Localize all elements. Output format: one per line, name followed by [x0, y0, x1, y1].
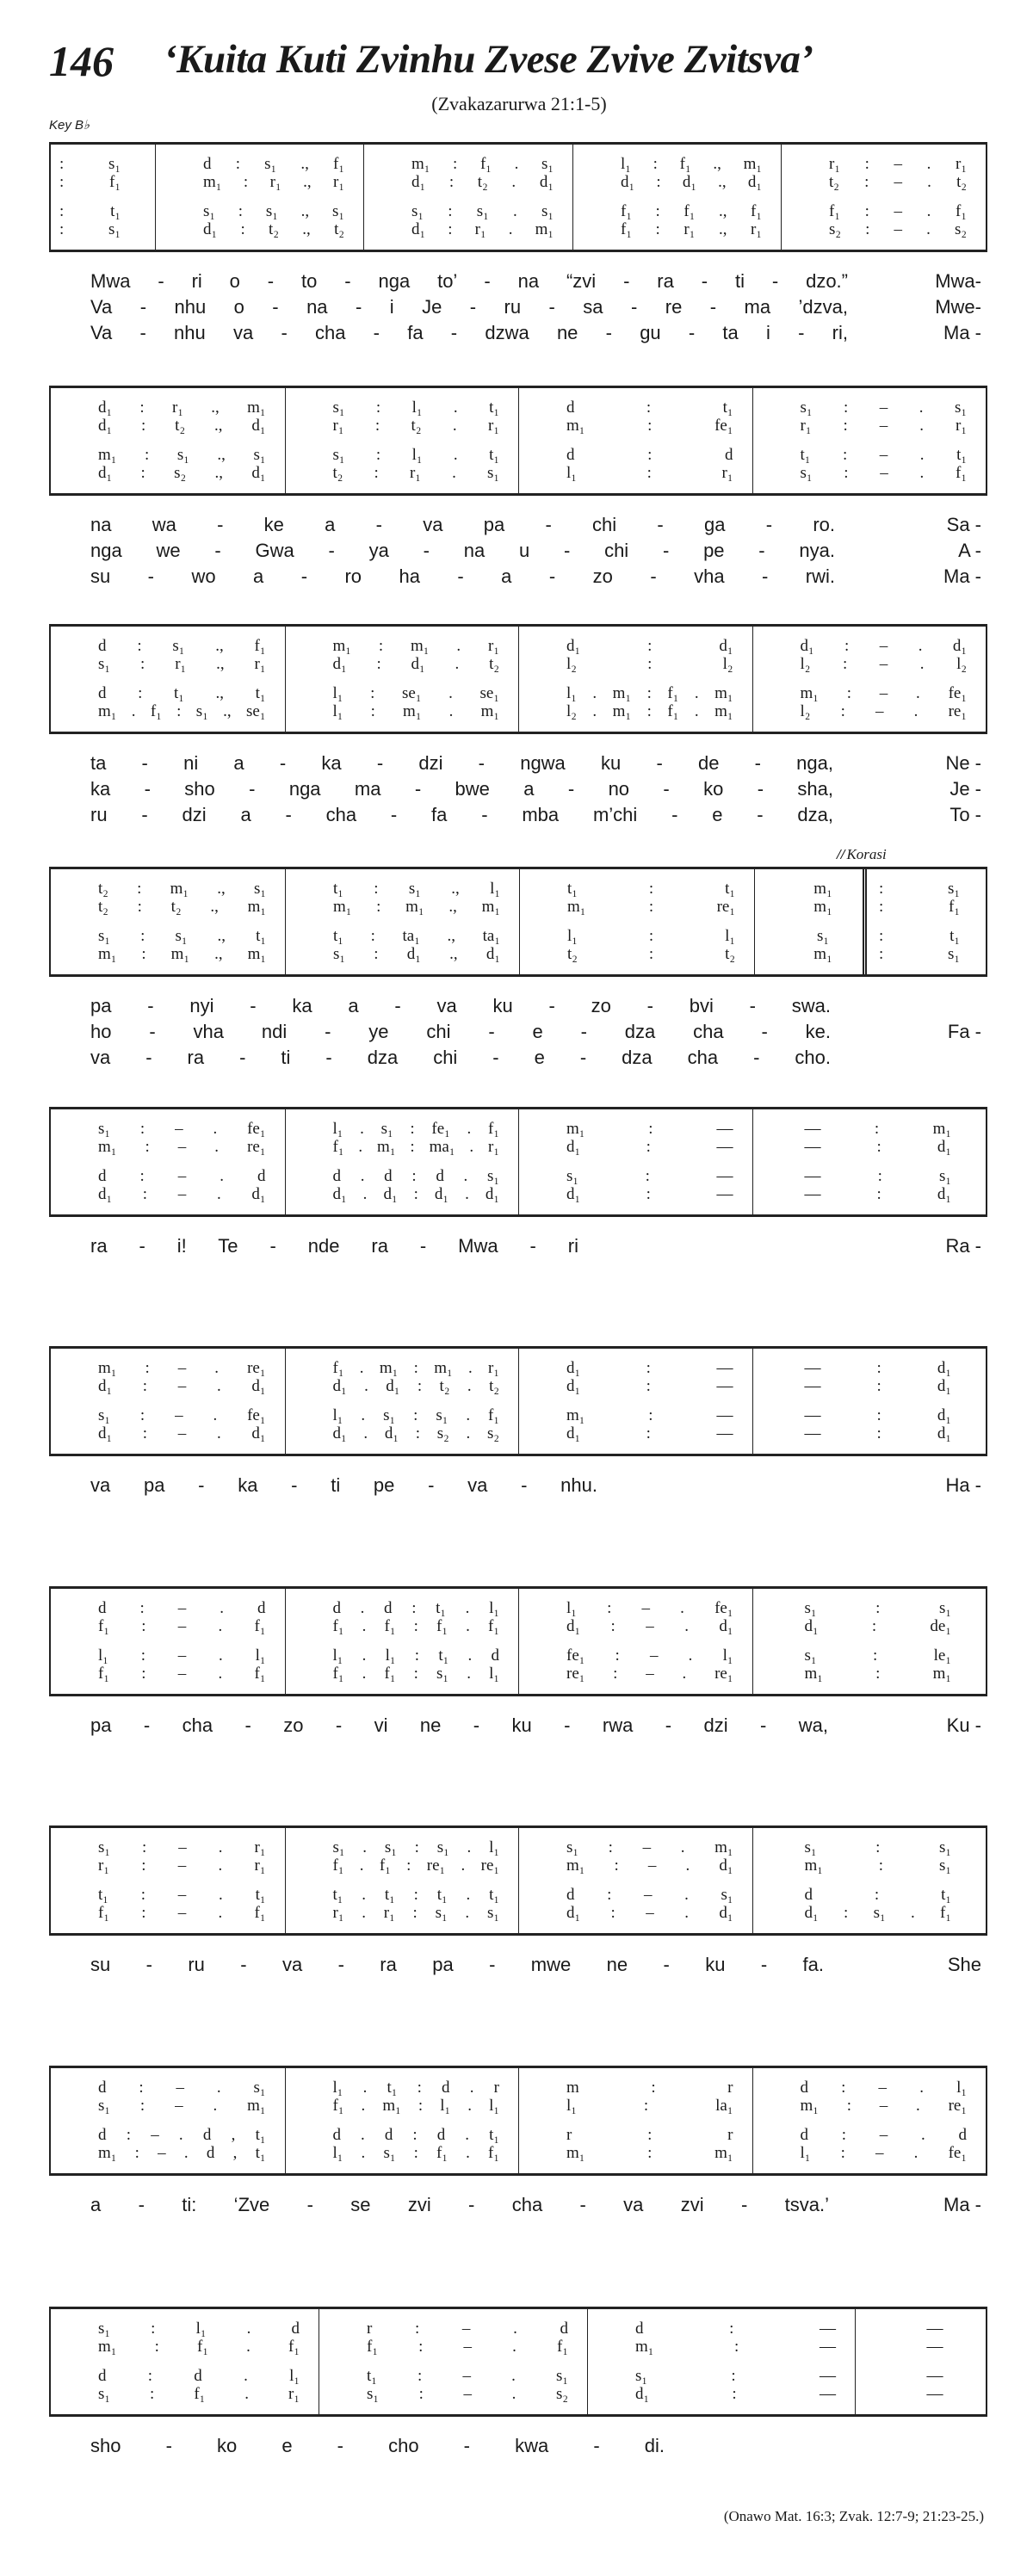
soprano-notes: m₁ : f₁ . s₁ [411, 155, 554, 173]
alto-notes: d₁ : t₂ ., d₁ [98, 417, 266, 435]
measure [285, 1828, 519, 1933]
measure [51, 1589, 285, 1694]
lyric-line-verse-2 [0, 1019, 1033, 1045]
tenor-notes: l₁ . m₁ : f₁ . m₁ [566, 684, 733, 702]
lyric-pickup: Fa - [947, 1021, 981, 1042]
tenor-notes: s₁ : s₁ ., s₁ [203, 202, 344, 220]
lyrics [0, 2433, 1033, 2459]
alto-notes: d₁ : t₂ . d₁ [411, 173, 554, 191]
bass-notes: d₁ : – . d₁ [566, 1904, 733, 1922]
bass-notes: s₁ : – . f₁ [800, 464, 967, 482]
tenor-notes: — : s₁ [804, 1167, 951, 1185]
soprano-notes: s₁ : l₁ . t₁ [332, 398, 499, 417]
tenor-notes: m₁ : – . fe₁ [800, 684, 967, 702]
tenor-notes: l₁ : – . l₁ [98, 1646, 266, 1665]
alto-notes: m₁ : – . re₁ [98, 1138, 266, 1156]
tenor-notes: — : d₁ [804, 1406, 951, 1424]
soprano-notes: : s₁ [59, 155, 121, 173]
tenor-notes: t₁ : – . s₁ [367, 2367, 568, 2385]
tenor-notes: s₁ : s₁ . s₁ [411, 202, 554, 220]
notation-box [49, 1107, 987, 1217]
measure [855, 2309, 986, 2414]
alto-notes: f₁ . f₁ : re₁ . re₁ [332, 1856, 499, 1875]
soprano-notes: s₁ : s₁ [804, 1599, 951, 1617]
lyric-line-verse-3 [0, 802, 1033, 828]
tenor-notes: s₁ : le₁ [804, 1646, 951, 1665]
soprano-notes: t₁ : t₁ [567, 880, 735, 898]
alto-notes: m₁ [813, 898, 832, 916]
lyrics [0, 1233, 1033, 1259]
tenor-notes: f₁ : f₁ ., f₁ [621, 202, 762, 220]
tenor-notes: l₁ : l₁ [567, 927, 735, 945]
bass-notes: d₁ : – . d₁ [98, 1185, 266, 1203]
lyric-text: nga we - Gwa - ya - na u - chi - pe - nya. [90, 540, 835, 561]
notation-box [49, 867, 987, 977]
bass-notes: d₁ : — [635, 2385, 836, 2403]
lyric-line-verse-1 [0, 512, 1033, 538]
notation-box [49, 2066, 987, 2176]
measure [51, 2309, 319, 2414]
measure [518, 388, 752, 493]
bass-notes: d₁ : r₁ . m₁ [411, 220, 554, 238]
hymn-number: 146 [49, 37, 114, 85]
bass-notes: : s₁ [879, 945, 960, 963]
alto-notes: m₁ : fe₁ [566, 417, 733, 435]
bass-notes: d₁ . d₁ : d₁ . d₁ [332, 1185, 499, 1203]
lyric-text: ho - vha ndi - ye chi - e - dza cha - ke. [90, 1021, 831, 1042]
alto-notes: f₁ . m₁ : ma₁ . r₁ [332, 1138, 499, 1156]
alto-notes: l₂ : – . l₂ [800, 655, 967, 673]
bass-notes: m₁ : m₁ [566, 2144, 733, 2162]
alto-notes: l₁ : la₁ [566, 2097, 733, 2115]
tenor-notes: d : d [566, 446, 733, 464]
lyric-text: va pa - ka - ti pe - va - nhu. [90, 1474, 597, 1496]
bass-notes: m₁ : m₁ ., m₁ [98, 945, 266, 963]
lyric-line-verse-1 [0, 1713, 1033, 1739]
bass-notes: s₂ : – . s₂ [829, 220, 967, 238]
alto-notes: — : d₁ [804, 1377, 951, 1395]
alto-notes: m₁ : s₁ [804, 1856, 951, 1875]
lyric-text: su - ru - va - ra pa - mwe ne - ku - fa. [90, 1954, 824, 1975]
measure [51, 627, 285, 732]
bass-notes: d₁ : — [566, 1185, 733, 1203]
measure [863, 869, 986, 974]
lyrics [0, 2192, 1033, 2218]
soprano-notes: — : d₁ [804, 1359, 951, 1377]
tenor-notes: fe₁ : – . l₁ [566, 1646, 733, 1665]
alto-notes: m₁ : re₁ [567, 898, 735, 916]
alto-notes: s₁ : r₁ ., r₁ [98, 655, 266, 673]
measure [752, 1109, 987, 1214]
bass-notes: m₁ : – . d , t₁ [98, 2144, 266, 2162]
soprano-notes: s₁ : l₁ . d [98, 2320, 300, 2338]
lyric-text: Va - nhu o - na - i Je - ru - sa - re - ma ’dzva, [90, 296, 848, 318]
bass-notes: l₁ : r₁ [566, 464, 733, 482]
alto-notes: d₁ : d₁ . t₂ [332, 655, 499, 673]
bass-notes: s₁ : – . s₂ [367, 2385, 568, 2403]
bass-notes: d₁ : t₂ ., t₂ [203, 220, 344, 238]
bass-notes: l₁ : – . fe₁ [800, 2144, 967, 2162]
lyrics [0, 1713, 1033, 1739]
lyric-pickup: Ra - [945, 1235, 981, 1257]
bass-notes: d₁ : s₁ . f₁ [804, 1904, 951, 1922]
lyric-line-verse-3 [0, 1045, 1033, 1071]
lyrics [0, 1952, 1033, 1978]
lyric-pickup: To - [949, 804, 981, 825]
notation-box [49, 1586, 987, 1696]
measure [51, 1349, 285, 1454]
bass-notes: : s₁ [59, 220, 121, 238]
alto-notes: d₁ : – . d₁ [566, 1617, 733, 1635]
bass-notes: s₁ : d₁ ., d₁ [333, 945, 500, 963]
tenor-notes: : t₁ [59, 202, 121, 220]
bass-notes: f₁ : r₁ ., r₁ [621, 220, 762, 238]
measure [587, 2309, 855, 2414]
tenor-notes: s₁ [816, 927, 830, 945]
soprano-notes: r : – . d [367, 2320, 568, 2338]
lyric-line-verse-1 [0, 2433, 1033, 2459]
lyric-pickup: A - [958, 540, 981, 561]
lyric-line-verse-1 [0, 2192, 1033, 2218]
bass-notes: l₁ : m₁ . m₁ [332, 702, 499, 720]
lyric-text: na wa - ke a - va pa - chi - ga - ro. [90, 514, 835, 535]
soprano-notes: l₁ : f₁ ., m₁ [621, 155, 762, 173]
soprano-notes: — : m₁ [804, 1120, 951, 1138]
alto-notes: m₁ : m₁ ., m₁ [333, 898, 500, 916]
lyric-text: ta - ni a - ka - dzi - ngwa ku - de - nga, [90, 752, 833, 774]
tenor-notes: s₁ : – . fe₁ [98, 1406, 266, 1424]
tenor-notes: d . d : d . t₁ [332, 2126, 499, 2144]
alto-notes: m₁ : – . d₁ [566, 1856, 733, 1875]
soprano-notes: d : – . l₁ [800, 2079, 967, 2097]
tenor-notes: d : – . d [800, 2126, 967, 2144]
measure [285, 1349, 519, 1454]
notation-box [49, 386, 987, 496]
alto-notes: d₁ : — [566, 1138, 733, 1156]
measure [51, 145, 155, 250]
bass-notes: m₁ : m₁ [804, 1665, 951, 1683]
measure [752, 1589, 987, 1694]
bass-notes: d₁ : — [566, 1424, 733, 1442]
measure [285, 1589, 519, 1694]
lyric-pickup: Ne - [945, 752, 981, 774]
tenor-notes: l₁ . s₁ : s₁ . f₁ [332, 1406, 499, 1424]
soprano-notes: t₂ : m₁ ., s₁ [98, 880, 266, 898]
lyric-text: va - ra - ti - dza chi - e - dza cha - cho. [90, 1047, 831, 1068]
soprano-notes: d : – . s₁ [98, 2079, 266, 2097]
measure [518, 1589, 752, 1694]
tenor-notes: f₁ : – . f₁ [829, 202, 967, 220]
measure [285, 1109, 519, 1214]
measure [155, 145, 363, 250]
cross-reference-footer: (Onawo Mat. 16:3; Zvak. 12:7-9; 21:23-25.) [723, 2508, 984, 2524]
alto-notes: — [926, 2338, 943, 2356]
lyric-pickup: She [947, 1954, 981, 1975]
measure [518, 627, 752, 732]
soprano-notes: d₁ : – . d₁ [800, 637, 967, 655]
alto-notes: r₁ : – . r₁ [800, 417, 967, 435]
bass-notes: s₁ : f₁ . r₁ [98, 2385, 300, 2403]
lyrics [0, 993, 1033, 1071]
measure [285, 627, 519, 732]
lyric-line-verse-1 [0, 269, 1033, 294]
bass-notes: d₁ : – . d₁ [98, 1424, 266, 1442]
measure [51, 2068, 285, 2173]
lyrics [0, 1473, 1033, 1498]
lyric-text: sho - ko e - cho - kwa - di. [90, 2435, 665, 2456]
tenor-notes: m₁ : — [566, 1406, 733, 1424]
tenor-notes: s₁ : — [635, 2367, 836, 2385]
lyric-line-verse-2 [0, 294, 1033, 320]
alto-notes: m₁ : r₁ ., r₁ [203, 173, 344, 191]
bass-notes: — : d₁ [804, 1185, 951, 1203]
lyric-line-verse-1 [0, 751, 1033, 776]
bass-notes: t₂ : t₂ [567, 945, 735, 963]
lyric-line-verse-1 [0, 1952, 1033, 1978]
alto-notes: l₂ : l₂ [566, 655, 733, 673]
lyric-line-verse-1 [0, 1233, 1033, 1259]
tenor-notes: l₁ . l₁ : t₁ . d [332, 1646, 499, 1665]
tenor-notes: t₁ : ta₁ ., ta₁ [333, 927, 500, 945]
lyric-line-verse-2 [0, 538, 1033, 564]
tenor-notes: s₁ : — [566, 1167, 733, 1185]
lyric-pickup: Ku - [946, 1714, 981, 1736]
soprano-notes: d₁ : r₁ ., m₁ [98, 398, 266, 417]
bass-notes: d₁ . d₁ : s₂ . s₂ [332, 1424, 499, 1442]
lyric-pickup: Mwa- [935, 270, 981, 292]
alto-notes: : f₁ [59, 173, 121, 191]
soprano-notes: d : s₁ ., f₁ [203, 155, 344, 173]
soprano-notes: s₁ : – . s₁ [800, 398, 967, 417]
measure [752, 1828, 987, 1933]
bass-notes: f₁ : – . f₁ [98, 1665, 266, 1683]
measure [285, 869, 519, 974]
measure [754, 869, 863, 974]
soprano-notes: t₁ : s₁ ., l₁ [333, 880, 500, 898]
chorus-sign-icon: // [837, 846, 845, 862]
scripture-reference: (Zvakazarurwa 21:1-5) [431, 93, 607, 114]
alto-notes: d₁ : — [566, 1377, 733, 1395]
notation-box [49, 142, 987, 252]
measure [319, 2309, 587, 2414]
bass-notes: m₁ . f₁ : s₁ ., se₁ [98, 702, 266, 720]
lyric-pickup: Ha - [945, 1474, 981, 1496]
soprano-notes: : s₁ [879, 880, 960, 898]
alto-notes: m₁ : – . re₁ [800, 2097, 967, 2115]
soprano-notes: s₁ . s₁ : s₁ . l₁ [332, 1838, 499, 1856]
soprano-notes: d . d : t₁ . l₁ [332, 1599, 499, 1617]
tenor-notes: d : – . s₁ [566, 1886, 733, 1904]
lyric-text: pa - cha - zo - vi ne - ku - rwa - dzi - wa, [90, 1714, 828, 1736]
measure [518, 1109, 752, 1214]
alto-notes: f₁ : – . f₁ [367, 2338, 568, 2356]
alto-notes: d₁ : – . d₁ [98, 1377, 266, 1395]
soprano-notes: d : — [635, 2320, 836, 2338]
notation-box [49, 624, 987, 734]
tenor-notes: : t₁ [879, 927, 960, 945]
alto-notes: t₂ : t₂ ., m₁ [98, 898, 266, 916]
tenor-notes: t₁ . t₁ : t₁ . t₁ [332, 1886, 499, 1904]
tenor-notes: d : – . d , t₁ [98, 2126, 266, 2144]
lyric-text: Va - nhu va - cha - fa - dzwa ne - gu - ta i - ri, [90, 322, 848, 343]
notation-box [49, 2307, 987, 2417]
soprano-notes: d : t₁ [566, 398, 733, 417]
lyrics [0, 269, 1033, 346]
alto-notes: : f₁ [879, 898, 960, 916]
tenor-notes: l₁ : se₁ . se₁ [332, 684, 499, 702]
lyric-pickup: Ma - [943, 322, 981, 343]
soprano-notes: l₁ . t₁ : d . r [332, 2079, 499, 2097]
measure [363, 145, 572, 250]
lyric-text: a - ti: ‘Zve - se zvi - cha - va zvi - tsva.’ [90, 2194, 829, 2215]
measure [752, 627, 987, 732]
measure [519, 869, 754, 974]
tenor-notes: — [926, 2367, 943, 2385]
tenor-notes: s₁ : s₁ ., t₁ [98, 927, 266, 945]
soprano-notes: — [926, 2320, 943, 2338]
bass-notes: l₂ . m₁ : f₁ . m₁ [566, 702, 733, 720]
bass-notes: l₂ : – . re₁ [800, 702, 967, 720]
soprano-notes: s₁ : – . m₁ [566, 1838, 733, 1856]
soprano-notes: s₁ : – . fe₁ [98, 1120, 266, 1138]
chorus-marker [837, 846, 887, 863]
lyric-line-verse-3 [0, 320, 1033, 346]
lyric-text: su - wo a - ro ha - a - zo - vha - rwi. [90, 565, 835, 587]
tenor-notes: m₁ : s₁ ., s₁ [98, 446, 266, 464]
tenor-notes: d : – . d [98, 1167, 266, 1185]
measure [781, 145, 986, 250]
tenor-notes: d : t₁ [804, 1886, 951, 1904]
lyric-line-verse-1 [0, 1473, 1033, 1498]
lyric-line-verse-2 [0, 776, 1033, 802]
soprano-notes: f₁ . m₁ : m₁ . r₁ [332, 1359, 499, 1377]
alto-notes: d₁ . d₁ : t₂ . t₂ [332, 1377, 499, 1395]
hymn-title: ‘Kuita Kuti Zvinhu Zvese Zvive Zvitsva’ [164, 37, 813, 82]
bass-notes: r₁ . r₁ : s₁ . s₁ [332, 1904, 499, 1922]
lyric-pickup: Ma - [943, 2194, 981, 2215]
key-signature: Key B♭ [49, 118, 90, 133]
lyric-text: ru - dzi a - cha - fa - mba m’chi - e - dza, [90, 804, 833, 825]
alto-notes: r₁ : t₂ . r₁ [332, 417, 499, 435]
alto-notes: s₁ : – . m₁ [98, 2097, 266, 2115]
soprano-notes: d₁ : d₁ [566, 637, 733, 655]
measure [752, 388, 987, 493]
lyric-text: ka - sho - nga ma - bwe a - no - ko - sha, [90, 778, 833, 800]
soprano-notes: d : s₁ ., f₁ [98, 637, 266, 655]
soprano-notes: m₁ : m₁ . r₁ [332, 637, 499, 655]
bass-notes: f₁ . f₁ : s₁ . l₁ [332, 1665, 499, 1683]
lyric-pickup: Ma - [943, 565, 981, 587]
lyrics [0, 751, 1033, 828]
notation-box [49, 1346, 987, 1456]
tenor-notes: d : t₁ ., t₁ [98, 684, 266, 702]
lyric-line-verse-3 [0, 564, 1033, 590]
bass-notes: d₁ : s₂ ., d₁ [98, 464, 266, 482]
alto-notes: d₁ : de₁ [804, 1617, 951, 1635]
soprano-notes: l₁ : – . fe₁ [566, 1599, 733, 1617]
alto-notes: f₁ . f₁ : f₁ . f₁ [332, 1617, 499, 1635]
soprano-notes: s₁ : – . r₁ [98, 1838, 266, 1856]
soprano-notes: s₁ : s₁ [804, 1838, 951, 1856]
tenor-notes: t₁ : – . t₁ [98, 1886, 266, 1904]
measure [518, 1828, 752, 1933]
notation-box [49, 1825, 987, 1936]
soprano-notes: l₁ . s₁ : fe₁ . f₁ [332, 1120, 499, 1138]
alto-notes: f₁ . m₁ : l₁ . l₁ [332, 2097, 499, 2115]
lyric-pickup: Sa - [946, 514, 981, 535]
lyric-text: ra - i! Te - nde ra - Mwa - ri [90, 1235, 578, 1257]
measure [51, 388, 285, 493]
lyric-text: Mwa - ri o - to - nga to’ - na “zvi - ra - ti - dzo.” [90, 270, 848, 292]
soprano-notes: m₁ [813, 880, 832, 898]
alto-notes: t₂ : – . t₂ [829, 173, 967, 191]
lyric-pickup: Mwe- [935, 296, 981, 318]
alto-notes: d₁ : d₁ ., d₁ [621, 173, 762, 191]
bass-notes: l₁ . s₁ : f₁ . f₁ [332, 2144, 499, 2162]
alto-notes: r₁ : – . r₁ [98, 1856, 266, 1875]
soprano-notes: m₁ : — [566, 1120, 733, 1138]
lyrics [0, 512, 1033, 590]
alto-notes: m₁ : — [635, 2338, 836, 2356]
tenor-notes: r : r [566, 2126, 733, 2144]
lyric-text: pa - nyi - ka a - va ku - zo - bvi - swa. [90, 995, 831, 1016]
soprano-notes: r₁ : – . r₁ [829, 155, 967, 173]
soprano-notes: m : r [566, 2079, 733, 2097]
measure [285, 2068, 519, 2173]
tenor-notes: d : d . l₁ [98, 2367, 300, 2385]
measure [752, 2068, 987, 2173]
bass-notes: — : d₁ [804, 1424, 951, 1442]
soprano-notes: d : – . d [98, 1599, 266, 1617]
measure [572, 145, 781, 250]
soprano-notes: d₁ : — [566, 1359, 733, 1377]
bass-notes: m₁ [813, 945, 832, 963]
chorus-label: Korasi [846, 846, 887, 862]
tenor-notes: t₁ : – . t₁ [800, 446, 967, 464]
measure [752, 1349, 987, 1454]
tenor-notes: s₁ : l₁ . t₁ [332, 446, 499, 464]
alto-notes: m₁ : f₁ . f₁ [98, 2338, 300, 2356]
lyric-pickup: Je - [949, 778, 981, 800]
measure [518, 2068, 752, 2173]
measure [51, 1828, 285, 1933]
bass-notes: t₂ : r₁ . s₁ [332, 464, 499, 482]
bass-notes: — [926, 2385, 943, 2403]
measure [51, 869, 285, 974]
alto-notes: f₁ : – . f₁ [98, 1617, 266, 1635]
bass-notes: re₁ : – . re₁ [566, 1665, 733, 1683]
soprano-notes: m₁ : – . re₁ [98, 1359, 266, 1377]
measure [518, 1349, 752, 1454]
alto-notes: — : d₁ [804, 1138, 951, 1156]
measure [285, 388, 519, 493]
measure [51, 1109, 285, 1214]
bass-notes: f₁ : – . f₁ [98, 1904, 266, 1922]
tenor-notes: d . d : d . s₁ [332, 1167, 499, 1185]
lyric-line-verse-1 [0, 993, 1033, 1019]
